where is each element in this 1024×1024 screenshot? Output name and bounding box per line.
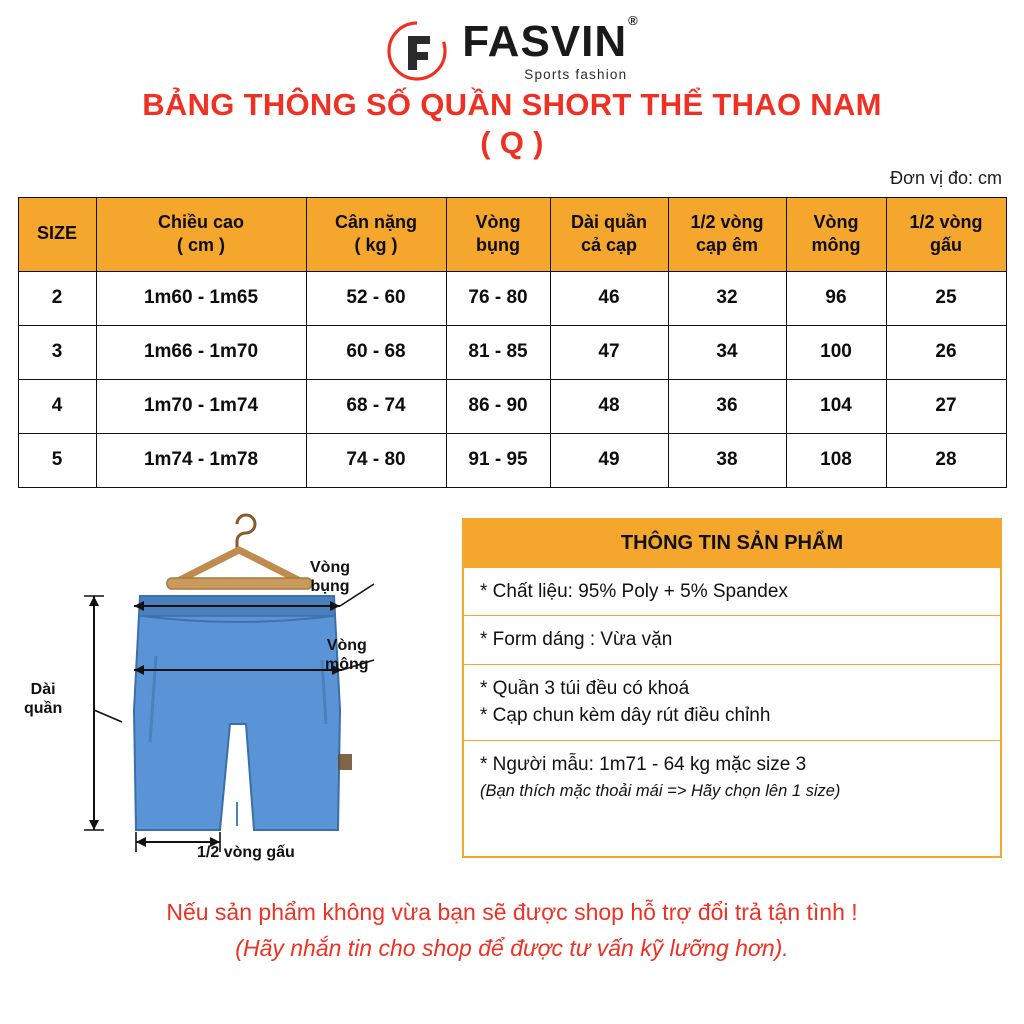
info-size-note: (Bạn thích mặc thoải mái => Hãy chọn lên 1 size) [480,782,841,801]
cell-height: 1m74 - 1m78 [96,433,306,487]
cell-length: 48 [550,379,668,433]
measurement-diagram [22,510,452,880]
lower-section [0,510,1024,880]
table-row [18,433,1006,487]
cell-weight: 52 - 60 [306,271,446,325]
column-header-weight: Cân nặng ( kg ) [306,197,446,271]
cell-length: 49 [550,433,668,487]
column-header-hip: Vòng mông [786,197,886,271]
info-model [464,740,1000,856]
info-model-text: * Người mẫu: 1m71 - 64 kg mặc size 3 [480,753,807,775]
column-header-height: Chiều cao ( cm ) [96,197,306,271]
cell-size: 3 [18,325,96,379]
brand-logo [0,0,1024,83]
cell-weight: 60 - 68 [306,325,446,379]
cell-waist: 81 - 85 [446,325,550,379]
cell-size: 5 [18,433,96,487]
cell-half-waistband: 34 [668,325,786,379]
shorts-illustration-icon [22,510,452,880]
product-info-box [462,518,1002,858]
cell-waist: 76 - 80 [446,271,550,325]
column-header-size: SIZE [18,197,96,271]
info-pockets-and-waistband [464,664,1000,740]
column-header-half-hem: 1/2 vòng gấu [886,197,1006,271]
table-row [18,271,1006,325]
brand-tagline: Sports fashion [524,67,628,83]
unit-label: Đơn vị đo: cm [890,167,1002,188]
cell-length: 46 [550,271,668,325]
info-pockets: * Quần 3 túi đều có khoá [480,677,690,699]
page-title-line2: ( Q ) [480,124,544,160]
cell-half-waistband: 36 [668,379,786,433]
cell-half-waistband: 32 [668,271,786,325]
info-material: * Chất liệu: 95% Poly + 5% Spandex [464,567,1000,616]
cell-height: 1m66 - 1m70 [96,325,306,379]
info-fit: * Form dáng : Vừa vặn [464,615,1000,664]
cell-height: 1m70 - 1m74 [96,379,306,433]
cell-size: 2 [18,271,96,325]
table-row [18,325,1006,379]
info-waistband: * Cạp chun kèm dây rút điều chỉnh [480,705,771,727]
cell-hip: 104 [786,379,886,433]
cell-hip: 108 [786,433,886,487]
label-half-hem: 1/2 vòng gấu [197,843,295,861]
page-title-line1: BẢNG THÔNG SỐ QUẦN SHORT THỂ THAO NAM [142,87,882,122]
cell-half-hem: 27 [886,379,1006,433]
label-length: Dài quần [24,680,63,717]
column-header-waist: Vòng bụng [446,197,550,271]
column-header-length: Dài quần cả cạp [550,197,668,271]
registered-mark: ® [628,12,639,28]
cell-half-hem: 28 [886,433,1006,487]
brand-word-text: FASVIN [462,17,628,67]
footer-line-1: Nếu sản phẩm không vừa bạn sẽ được shop hỗ trợ đổi trả tận tình ! [166,898,858,925]
fasvin-f-mark-icon [386,20,448,82]
page-title [0,86,1024,162]
cell-length: 47 [550,325,668,379]
label-hip: Vòng mông [325,636,369,673]
cell-waist: 91 - 95 [446,433,550,487]
cell-weight: 74 - 80 [306,433,446,487]
product-info-header: THÔNG TIN SẢN PHẨM [464,520,1000,567]
table-row [18,379,1006,433]
cell-weight: 68 - 74 [306,379,446,433]
cell-half-waistband: 38 [668,433,786,487]
label-waist: Vòng bụng [310,558,350,595]
table-header-row [18,197,1006,271]
cell-size: 4 [18,379,96,433]
column-header-half-waistband: 1/2 vòng cạp êm [668,197,786,271]
cell-waist: 86 - 90 [446,379,550,433]
cell-half-hem: 25 [886,271,1006,325]
cell-half-hem: 26 [886,325,1006,379]
cell-hip: 96 [786,271,886,325]
cell-hip: 100 [786,325,886,379]
cell-height: 1m60 - 1m65 [96,271,306,325]
footer-message [0,896,1024,964]
brand-wordmark [462,12,639,67]
size-table [18,197,1007,488]
footer-line-2: (Hãy nhắn tin cho shop để được tư vấn kỹ lưỡng hơn). [235,934,789,961]
